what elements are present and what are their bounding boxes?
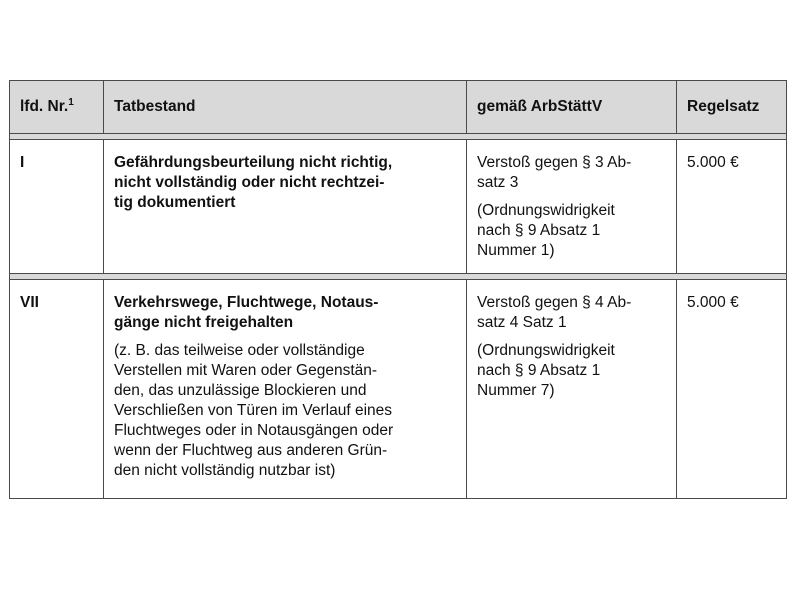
header-regelsatz-label: Regelsatz [687, 98, 760, 115]
text-line: wenn der Fluchtweg aus anderen Grün- [114, 442, 388, 459]
header-row [10, 81, 787, 134]
table-row [10, 140, 787, 274]
cell-gemaess [467, 140, 677, 274]
tatbestand-title [114, 293, 456, 333]
table-row [10, 280, 787, 499]
text-line: nach § 9 Absatz 1 [477, 362, 601, 379]
text-line: (Ordnungswidrigkeit [477, 342, 615, 359]
cell-tatbestand [104, 280, 467, 499]
ordnungswidrigkeit-text [477, 341, 666, 401]
ordnungswidrigkeit-text [477, 201, 666, 261]
text-line: nicht vollständig oder nicht rechtzei- [114, 174, 385, 191]
table-header [10, 81, 787, 134]
cell-regelsatz [677, 280, 787, 499]
text-line: Verkehrswege, Fluchtwege, Notaus- [114, 294, 379, 311]
verstoss-text [477, 293, 666, 333]
regelsatz-value: 5.000 € [687, 154, 739, 171]
footnote-marker: 1 [68, 96, 74, 108]
text-line: satz 3 [477, 174, 519, 191]
cell-tatbestand [104, 140, 467, 274]
header-tatbestand-label: Tatbestand [114, 98, 196, 115]
header-gemaess-label: gemäß ArbStättV [477, 98, 603, 115]
cell-nr [10, 140, 104, 274]
fine-table-container [9, 80, 786, 499]
text-line: nach § 9 Absatz 1 [477, 222, 601, 239]
text-line: Verstellen mit Waren oder Gegenstän- [114, 362, 378, 379]
text-line: Fluchtweges oder in Notausgängen oder [114, 422, 394, 439]
verstoss-text [477, 153, 666, 193]
text-line: den, das unzulässige Blockieren und [114, 382, 367, 399]
text-line: (z. B. das teilweise oder vollständige [114, 342, 365, 359]
text-line: (Ordnungswidrigkeit [477, 202, 615, 219]
header-lfd-nr [10, 81, 104, 134]
text-line: satz 4 Satz 1 [477, 314, 567, 331]
header-gemaess [467, 81, 677, 134]
fine-table [9, 80, 787, 499]
text-line: Gefährdungsbeurteilung nicht richtig, [114, 154, 393, 171]
cell-regelsatz [677, 140, 787, 274]
text-line: Nummer 7) [477, 382, 555, 399]
regelsatz-value: 5.000 € [687, 294, 739, 311]
text-line: tig dokumentiert [114, 194, 236, 211]
text-line: Nummer 1) [477, 242, 555, 259]
header-regelsatz [677, 81, 787, 134]
tatbestand-title [114, 153, 456, 213]
text-line: Verschließen von Türen im Verlauf eines [114, 402, 393, 419]
row-number: I [20, 154, 25, 171]
table-body [10, 134, 787, 499]
tatbestand-note [114, 341, 456, 481]
header-tatbestand [104, 81, 467, 134]
text-line: gänge nicht freigehalten [114, 314, 294, 331]
row-number: VII [20, 294, 39, 311]
text-line: den nicht vollständig nutzbar ist) [114, 462, 336, 479]
text-line: Verstoß gegen § 3 Ab- [477, 154, 632, 171]
header-lfd-nr-label: lfd. Nr. [20, 98, 69, 115]
cell-gemaess [467, 280, 677, 499]
text-line: Verstoß gegen § 4 Ab- [477, 294, 632, 311]
cell-nr [10, 280, 104, 499]
